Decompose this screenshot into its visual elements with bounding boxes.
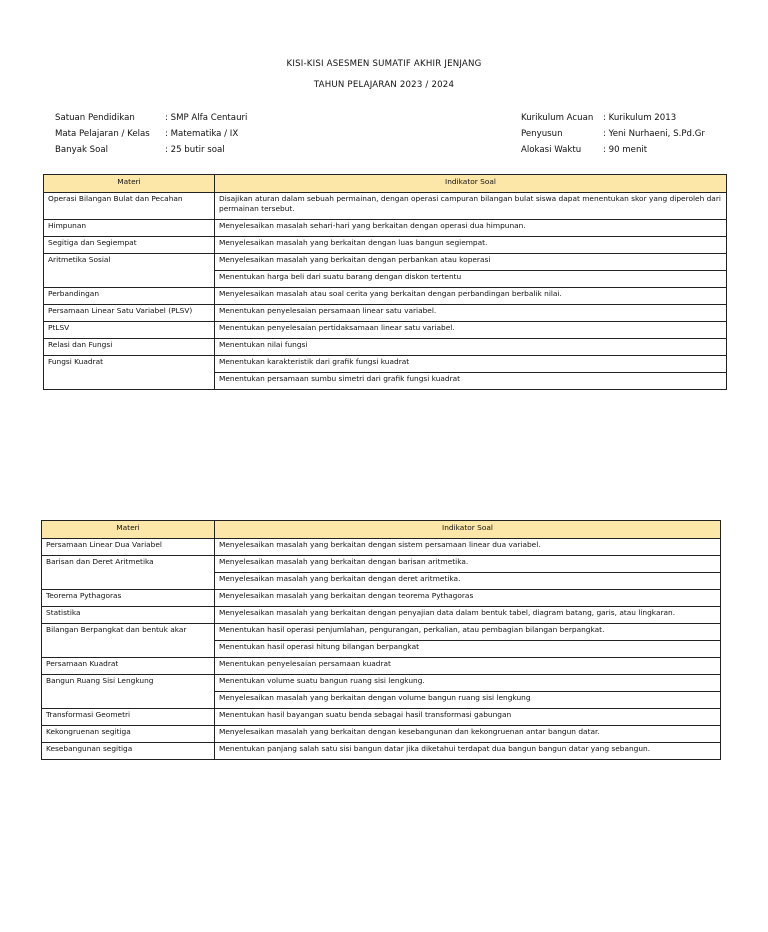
column-header-materi: Materi bbox=[42, 521, 215, 539]
indikator-cell: Menentukan hasil operasi hitung bilangan berpangkat bbox=[215, 641, 721, 658]
meta-value: : Yeni Nurhaeni, S.Pd.Gr bbox=[603, 129, 705, 139]
table-row bbox=[44, 339, 727, 356]
table-row bbox=[42, 726, 721, 743]
meta-label: Kurikulum Acuan bbox=[521, 113, 594, 123]
indikator-cell: Menyelesaikan masalah sehari-hari yang berkaitan dengan operasi dua himpunan. bbox=[215, 220, 727, 237]
meta-value: : Matematika / IX bbox=[165, 129, 239, 139]
column-header-indikator: Indikator Soal bbox=[215, 175, 727, 193]
indikator-cell: Menyelesaikan masalah yang berkaitan dengan barisan aritmetika. bbox=[215, 556, 721, 573]
indikator-cell: Menentukan nilai fungsi bbox=[215, 339, 727, 356]
materi-cell: Fungsi Kuadrat bbox=[44, 356, 215, 390]
kisi-kisi-table-2 bbox=[41, 520, 721, 760]
meta-value: : 90 menit bbox=[603, 145, 648, 155]
materi-cell: Operasi Bilangan Bulat dan Pecahan bbox=[44, 193, 215, 220]
table-row bbox=[42, 590, 721, 607]
column-header-materi: Materi bbox=[44, 175, 215, 193]
table-row bbox=[42, 539, 721, 556]
meta-row bbox=[55, 110, 247, 126]
indikator-cell: Menyelesaikan masalah yang berkaitan dengan luas bangun segiempat. bbox=[215, 237, 727, 254]
meta-row bbox=[55, 142, 247, 158]
materi-cell: Persamaan Linear Satu Variabel (PLSV) bbox=[44, 305, 215, 322]
indikator-cell: Menentukan hasil operasi penjumlahan, pengurangan, perkalian, atau pembagian bilangan berpangkat. bbox=[215, 624, 721, 641]
table-row bbox=[42, 607, 721, 624]
indikator-cell: Menentukan hasil bayangan suatu benda sebagai hasil transformasi gabungan bbox=[215, 709, 721, 726]
materi-cell: Barisan dan Deret Aritmetika bbox=[42, 556, 215, 590]
indikator-cell: Menentukan panjang salah satu sisi bangun datar jika diketahui terdapat dua bangun bangun datar yang sebangun. bbox=[215, 743, 721, 760]
table-row bbox=[42, 743, 721, 760]
meta-row bbox=[521, 142, 705, 158]
materi-cell: Perbandingan bbox=[44, 288, 215, 305]
indikator-cell: Menentukan penyelesaian pertidaksamaan linear satu variabel. bbox=[215, 322, 727, 339]
meta-label: Penyusun bbox=[521, 129, 563, 139]
indikator-cell: Menentukan penyelesaian persamaan kuadrat bbox=[215, 658, 721, 675]
indikator-cell: Menentukan persamaan sumbu simetri dari grafik fungsi kuadrat bbox=[215, 373, 727, 390]
meta-row bbox=[521, 110, 705, 126]
materi-cell: Statistika bbox=[42, 607, 215, 624]
materi-cell: Bangun Ruang Sisi Lengkung bbox=[42, 675, 215, 709]
materi-cell: Persamaan Linear Dua Variabel bbox=[42, 539, 215, 556]
table-row bbox=[42, 658, 721, 675]
meta-value: : SMP Alfa Centauri bbox=[165, 113, 248, 123]
meta-right bbox=[521, 110, 705, 158]
indikator-cell: Menentukan karakteristik dari grafik fungsi kuadrat bbox=[215, 356, 727, 373]
table-row bbox=[42, 624, 721, 641]
indikator-cell: Menentukan penyelesaian persamaan linear satu variabel. bbox=[215, 305, 727, 322]
indikator-cell: Menyelesaikan masalah yang berkaitan dengan penyajian data dalam bentuk tabel, diagram batang, garis, atau lingkaran. bbox=[215, 607, 721, 624]
table-row bbox=[42, 556, 721, 573]
indikator-cell: Menyelesaikan masalah atau soal cerita yang berkaitan dengan perbandingan berbalik nilai. bbox=[215, 288, 727, 305]
academic-year: TAHUN PELAJARAN 2023 / 2024 bbox=[313, 80, 455, 90]
materi-cell: Relasi dan Fungsi bbox=[44, 339, 215, 356]
indikator-cell: Menyelesaikan masalah yang berkaitan dengan kesebangunan dan kekongruenan antar bangun datar. bbox=[215, 726, 721, 743]
table-row bbox=[44, 305, 727, 322]
meta-label: Satuan Pendidikan bbox=[55, 113, 135, 123]
table-row bbox=[44, 254, 727, 271]
column-header-indikator: Indikator Soal bbox=[215, 521, 721, 539]
kisi-kisi-table-1 bbox=[43, 174, 727, 390]
meta-label: Banyak Soal bbox=[55, 145, 109, 155]
materi-cell: Himpunan bbox=[44, 220, 215, 237]
table-row bbox=[44, 220, 727, 237]
meta-value: : Kurikulum 2013 bbox=[603, 113, 677, 123]
materi-cell: PtLSV bbox=[44, 322, 215, 339]
materi-cell: Teorema Pythagoras bbox=[42, 590, 215, 607]
meta-row bbox=[521, 126, 705, 142]
indikator-cell: Menentukan volume suatu bangun ruang sisi lengkung. bbox=[215, 675, 721, 692]
materi-cell: Persamaan Kuadrat bbox=[42, 658, 215, 675]
document-title: KISI-KISI ASESMEN SUMATIF AKHIR JENJANG bbox=[286, 59, 482, 69]
meta-value: : 25 butir soal bbox=[165, 145, 225, 155]
table-row bbox=[44, 237, 727, 254]
indikator-cell: Menyelesaikan masalah yang berkaitan dengan teorema Pythagoras bbox=[215, 590, 721, 607]
materi-cell: Kesebangunan segitiga bbox=[42, 743, 215, 760]
meta-label: Alokasi Waktu bbox=[521, 145, 582, 155]
indikator-cell: Menyelesaikan masalah yang berkaitan dengan sistem persamaan linear dua variabel. bbox=[215, 539, 721, 556]
materi-cell: Transformasi Geometri bbox=[42, 709, 215, 726]
indikator-cell: Menyelesaikan masalah yang berkaitan dengan deret aritmetika. bbox=[215, 573, 721, 590]
table-row bbox=[42, 675, 721, 692]
table-row bbox=[44, 322, 727, 339]
materi-cell: Segitiga dan Segiempat bbox=[44, 237, 215, 254]
materi-cell: Kekongruenan segitiga bbox=[42, 726, 215, 743]
indikator-cell: Disajikan aturan dalam sebuah permainan, dengan operasi campuran bilangan bulat siswa dapat menentukan skor yang diperoleh dari permainan tersebut. bbox=[215, 193, 727, 220]
meta-left bbox=[55, 110, 247, 158]
indikator-cell: Menyelesaikan masalah yang berkaitan dengan perbankan atau koperasi bbox=[215, 254, 727, 271]
meta-label: Mata Pelajaran / Kelas bbox=[55, 129, 150, 139]
materi-cell: Bilangan Berpangkat dan bentuk akar bbox=[42, 624, 215, 658]
meta-row bbox=[55, 126, 247, 142]
table-row bbox=[42, 709, 721, 726]
table-row bbox=[44, 288, 727, 305]
materi-cell: Aritmetika Sosial bbox=[44, 254, 215, 288]
indikator-cell: Menyelesaikan masalah yang berkaitan dengan volume bangun ruang sisi lengkung bbox=[215, 692, 721, 709]
table-row bbox=[44, 356, 727, 373]
indikator-cell: Menentukan harga beli dari suatu barang dengan diskon tertentu bbox=[215, 271, 727, 288]
table-row bbox=[44, 193, 727, 220]
